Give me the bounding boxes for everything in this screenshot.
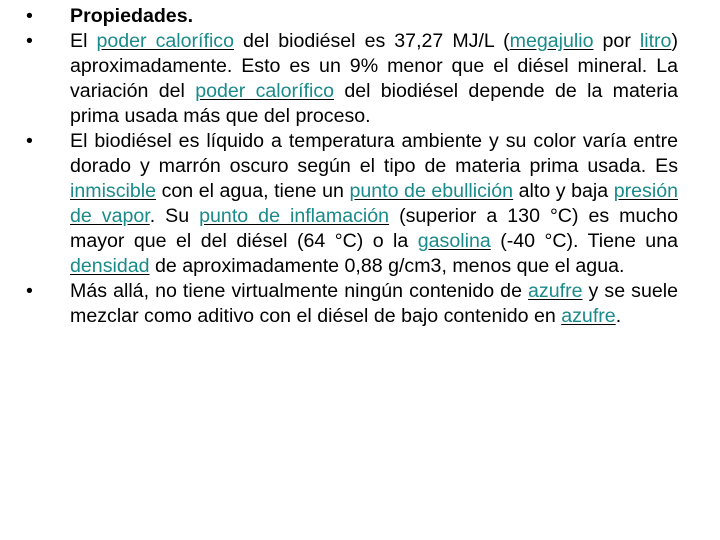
text-segment: . (615, 305, 622, 327)
link-punto-de-ebullicion[interactable]: punto de ebullición (349, 180, 514, 202)
text-segment: de aproximadamente 0,88 g/cm3, menos que el agua. (149, 255, 625, 277)
link-megajulio[interactable]: megajulio (509, 30, 594, 52)
bullet-item-propiedades (26, 4, 678, 29)
link-azufre-2[interactable]: azufre (561, 305, 616, 327)
text-segment: (superior a 130 °C) es mucho mayor que el del diésel (64 °C) o la (70, 205, 678, 252)
link-gasolina[interactable]: gasolina (417, 230, 491, 252)
text-segment: y se suele mezclar como aditivo con el diésel de bajo contenido en (70, 280, 679, 327)
text-segment: con el agua, tiene un (156, 180, 350, 202)
bullet-icon: • (26, 130, 33, 152)
bullet-icon: • (26, 5, 33, 27)
bullet-item-liquido (26, 129, 678, 279)
text-segment: . Su (149, 205, 200, 227)
link-punto-de-inflamacion[interactable]: punto de inflamación (199, 205, 390, 227)
bullet-item-poder-calorifico (26, 29, 678, 129)
bullet-list (26, 4, 678, 329)
text-segment: del biodiésel es 37,27 MJ/L ( (234, 30, 510, 52)
text-segment: ) aproximadamente. Esto es un 9% menor que el diésel mineral. La variación del (70, 30, 678, 102)
link-presion-de-vapor[interactable]: presión de vapor (70, 180, 678, 227)
link-poder-calorifico[interactable]: poder calorífico (96, 30, 234, 52)
text-segment: alto y baja (513, 180, 614, 202)
link-inmiscible[interactable]: inmiscible (70, 180, 157, 202)
bullet-icon: • (26, 280, 33, 302)
link-litro[interactable]: litro (639, 30, 672, 52)
link-azufre[interactable]: azufre (528, 280, 583, 302)
link-densidad[interactable]: densidad (70, 255, 150, 277)
text-segment: Más allá, no tiene virtualmente ningún contenido de (70, 280, 529, 302)
text-segment: El (70, 30, 97, 52)
bullet-heading: Propiedades. (70, 5, 194, 27)
link-poder-calorifico-2[interactable]: poder calorífico (195, 80, 335, 102)
text-segment: El biodiésel es líquido a temperatura ambiente y su color varía entre dorado y marrón oscuro según el tipo de materia prima usada. Es (70, 130, 678, 177)
bullet-item-azufre (26, 279, 678, 329)
text-segment: del biodiésel depende de la materia prima usada más que del proceso. (70, 80, 679, 127)
text-segment: por (593, 30, 640, 52)
bullet-icon: • (26, 30, 33, 52)
text-segment: (-40 °C). Tiene una (490, 230, 678, 252)
